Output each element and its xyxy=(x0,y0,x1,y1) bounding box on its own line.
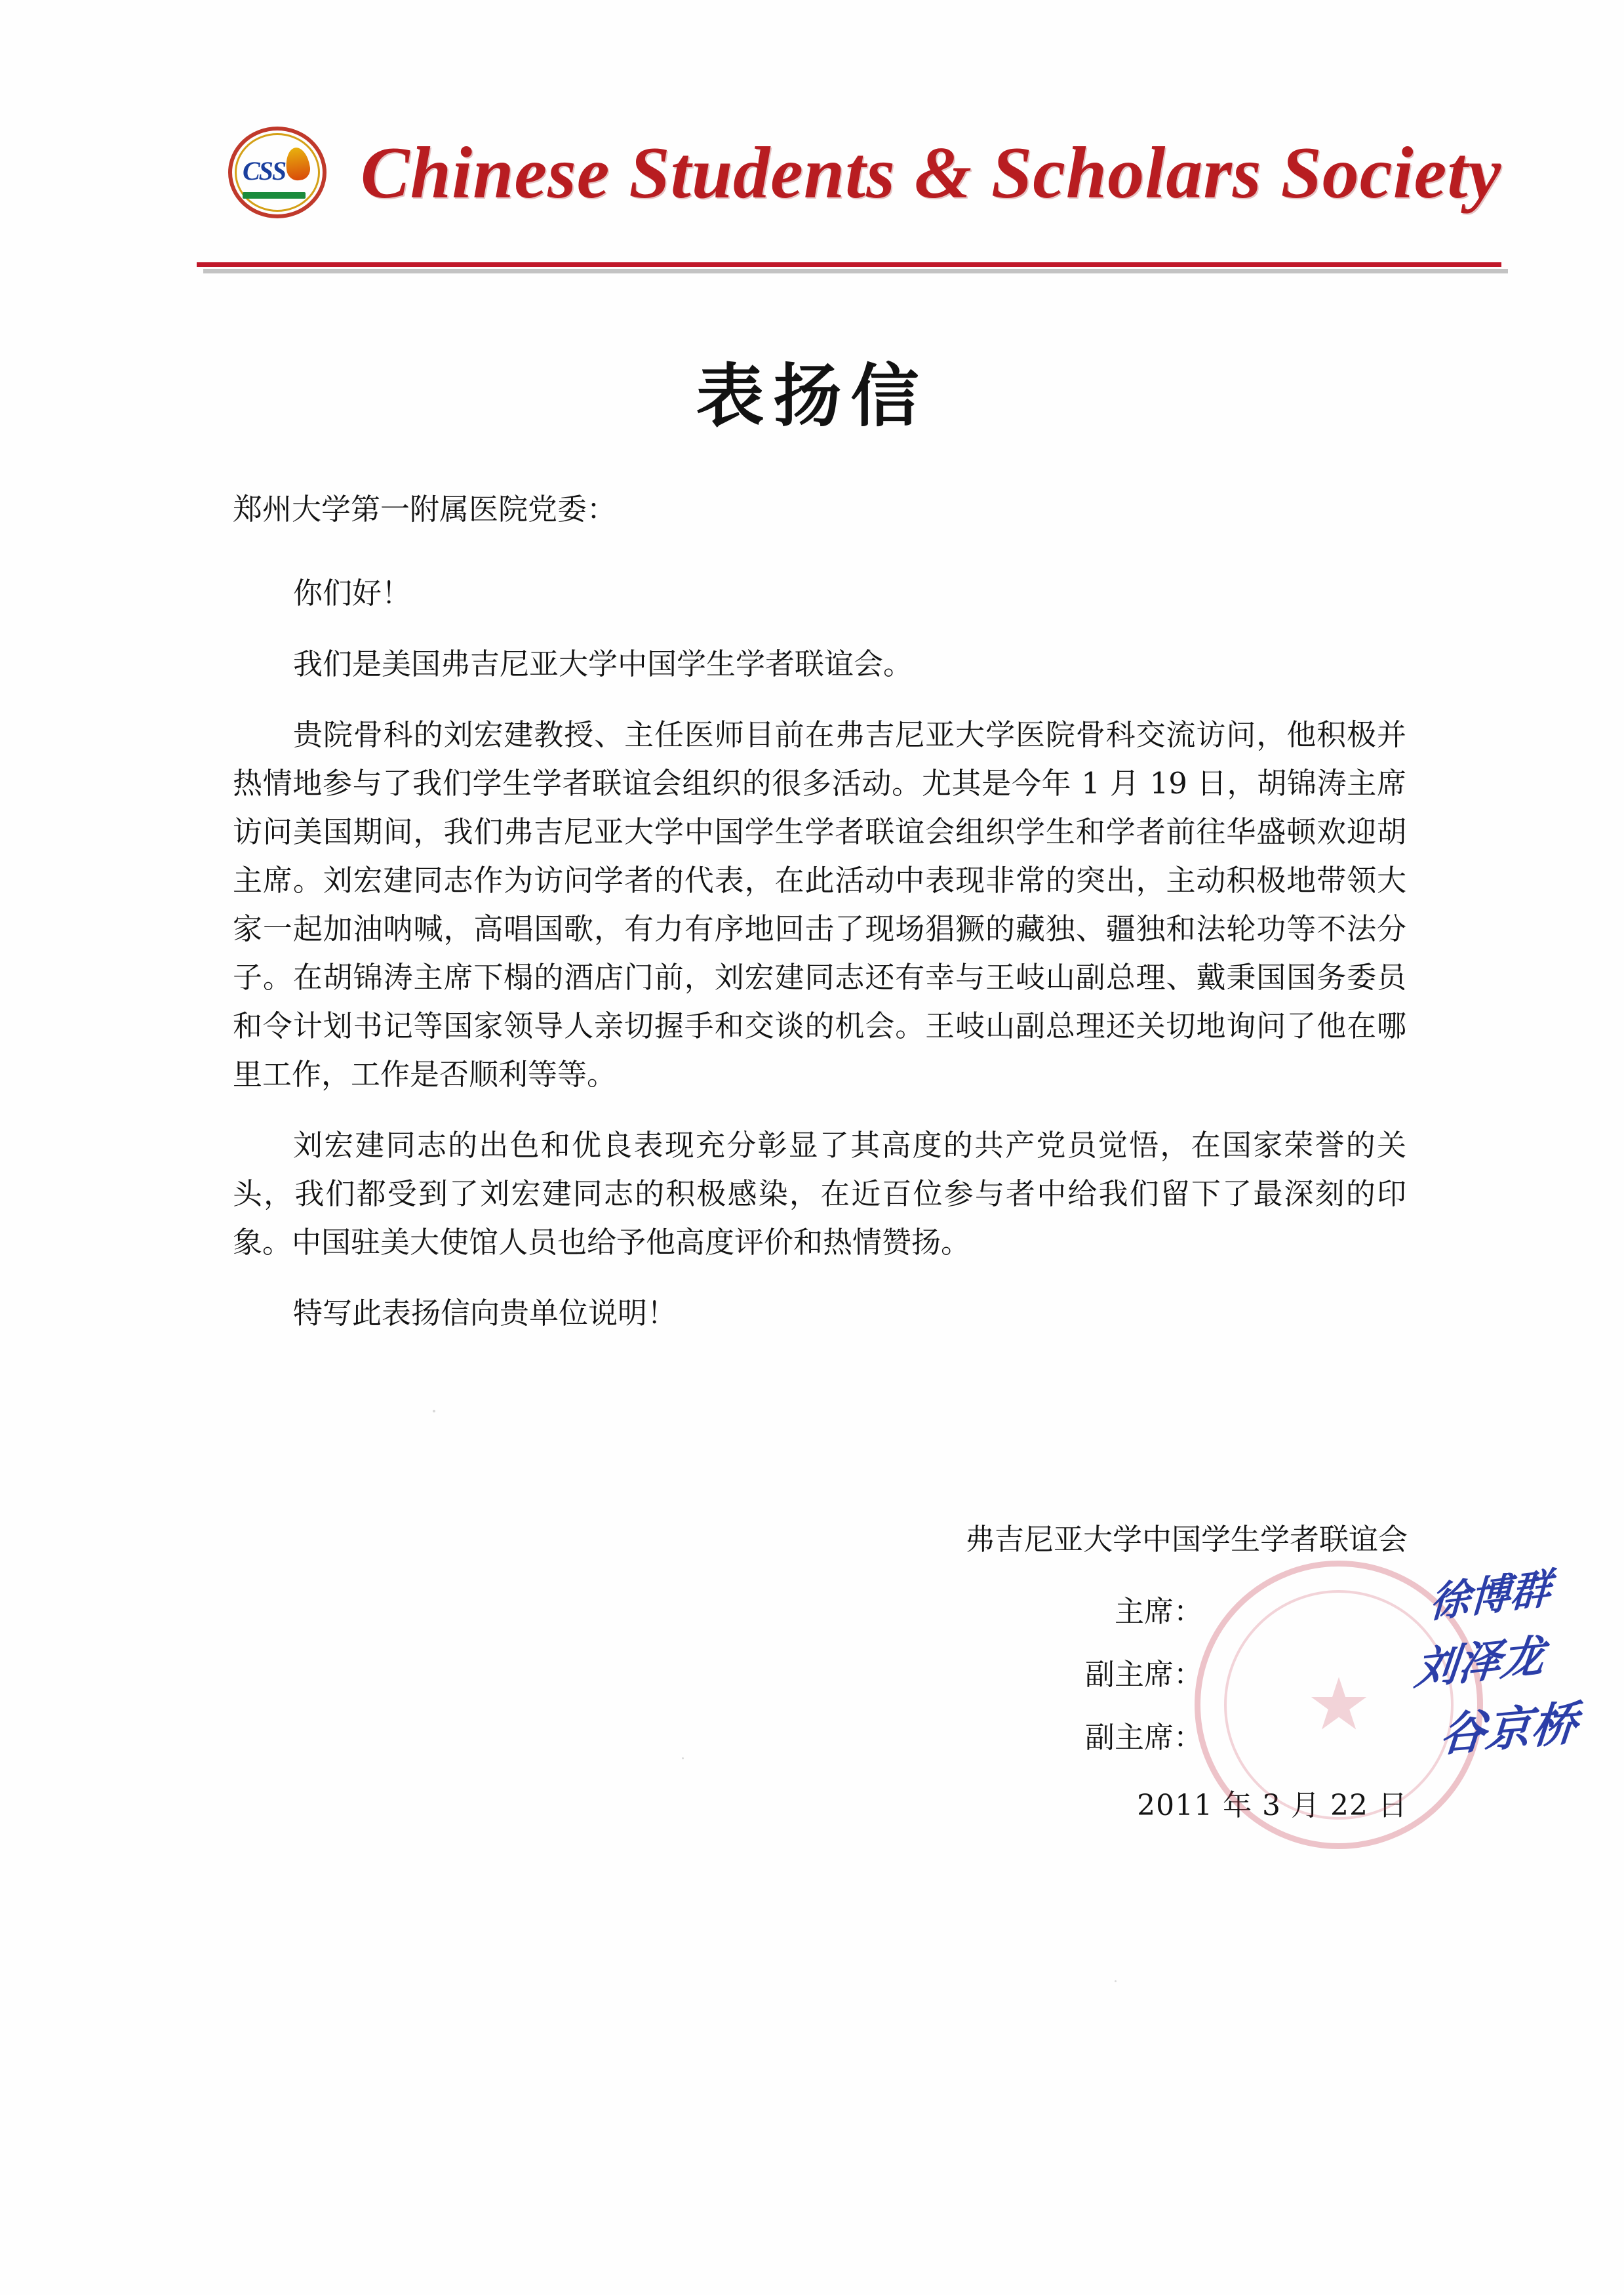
letterhead xyxy=(197,115,1501,233)
letter-body xyxy=(233,485,1406,1342)
signature-date: 2011 年 3 月 22 日 xyxy=(1137,1789,1408,1822)
signature-row-chair xyxy=(752,1580,1408,1643)
handwritten-signature-vice-chair-2: 谷京桥 xyxy=(1437,1695,1580,1763)
signature-row-vice-chair-2 xyxy=(752,1706,1408,1769)
logo-initials: CSS xyxy=(243,156,286,186)
paragraph-2: 贵院骨科的刘宏建教授、主任医师目前在弗吉尼亚大学医院骨科交流访问，他积极并热情地参与了我们学生学者联谊会组织的很多活动。尤其是今年 1 月 19 日，胡锦涛主席访问美国期间，我们弗吉尼亚大学中国学生学者联谊会组织学生和学者前往华盛顿欢迎胡主席。刘宏建同志作为访问学者的代表，在此活动中表现非常的突出，主动积极地带领大家一起加油呐喊，高唱国歌，有力有序地回击了现场猖獗的藏独、疆独和法轮功等不法分子。在胡锦涛主席下榻的酒店门前，刘宏建同志还有幸与王岐山副总理、戴秉国国务委员和令计划书记等国家领导人亲切握手和交谈的机会。王岐山副总理还关切地询问了他在哪里工作，工作是否顺利等等。 xyxy=(233,717,1406,1092)
cssa-logo-icon xyxy=(223,121,347,223)
paragraph-3: 刘宏建同志的出色和优良表现充分彰显了其高度的共产党员觉悟，在国家荣誉的关头，我们都受到了刘宏建同志的积极感染，在近百位参与者中给我们留下了最深刻的印象。中国驻美大使馆人员也给予他高度评价和热情赞扬。 xyxy=(233,1128,1406,1260)
signature-row-vice-chair-1 xyxy=(752,1643,1408,1706)
greeting-line: 你们好！ xyxy=(293,576,412,610)
scan-speckle xyxy=(433,1410,435,1412)
masthead-title: Chinese Students & Scholars Society xyxy=(361,132,1502,214)
header-rule-grey xyxy=(203,269,1508,273)
header-rule xyxy=(197,262,1501,277)
signature-label-vice-chair-2: 副主席： xyxy=(1084,1720,1203,1755)
signature-block xyxy=(752,1508,1408,1837)
signature-label-chair: 主席： xyxy=(1114,1594,1203,1629)
logo-green-bar xyxy=(243,192,306,199)
seal-star-icon: ★ xyxy=(1306,1665,1372,1745)
scan-speckle xyxy=(1115,1980,1117,1982)
paragraph-4: 特写此表扬信向贵单位说明！ xyxy=(293,1296,677,1330)
scan-speckle xyxy=(682,1757,684,1759)
paragraph-1: 我们是美国弗吉尼亚大学中国学生学者联谊会。 xyxy=(293,647,913,681)
page-title: 表扬信 xyxy=(696,355,928,436)
header-rule-red xyxy=(197,262,1501,267)
recipient-line: 郑州大学第一附属医院党委： xyxy=(233,492,617,527)
signing-organization: 弗吉尼亚大学中国学生学者联谊会 xyxy=(964,1522,1408,1557)
handwritten-signature-chair: 徐博群 xyxy=(1428,1563,1553,1627)
handwritten-signature-vice-chair-1: 刘泽龙 xyxy=(1412,1629,1547,1695)
signature-label-vice-chair-1: 副主席： xyxy=(1084,1657,1203,1692)
